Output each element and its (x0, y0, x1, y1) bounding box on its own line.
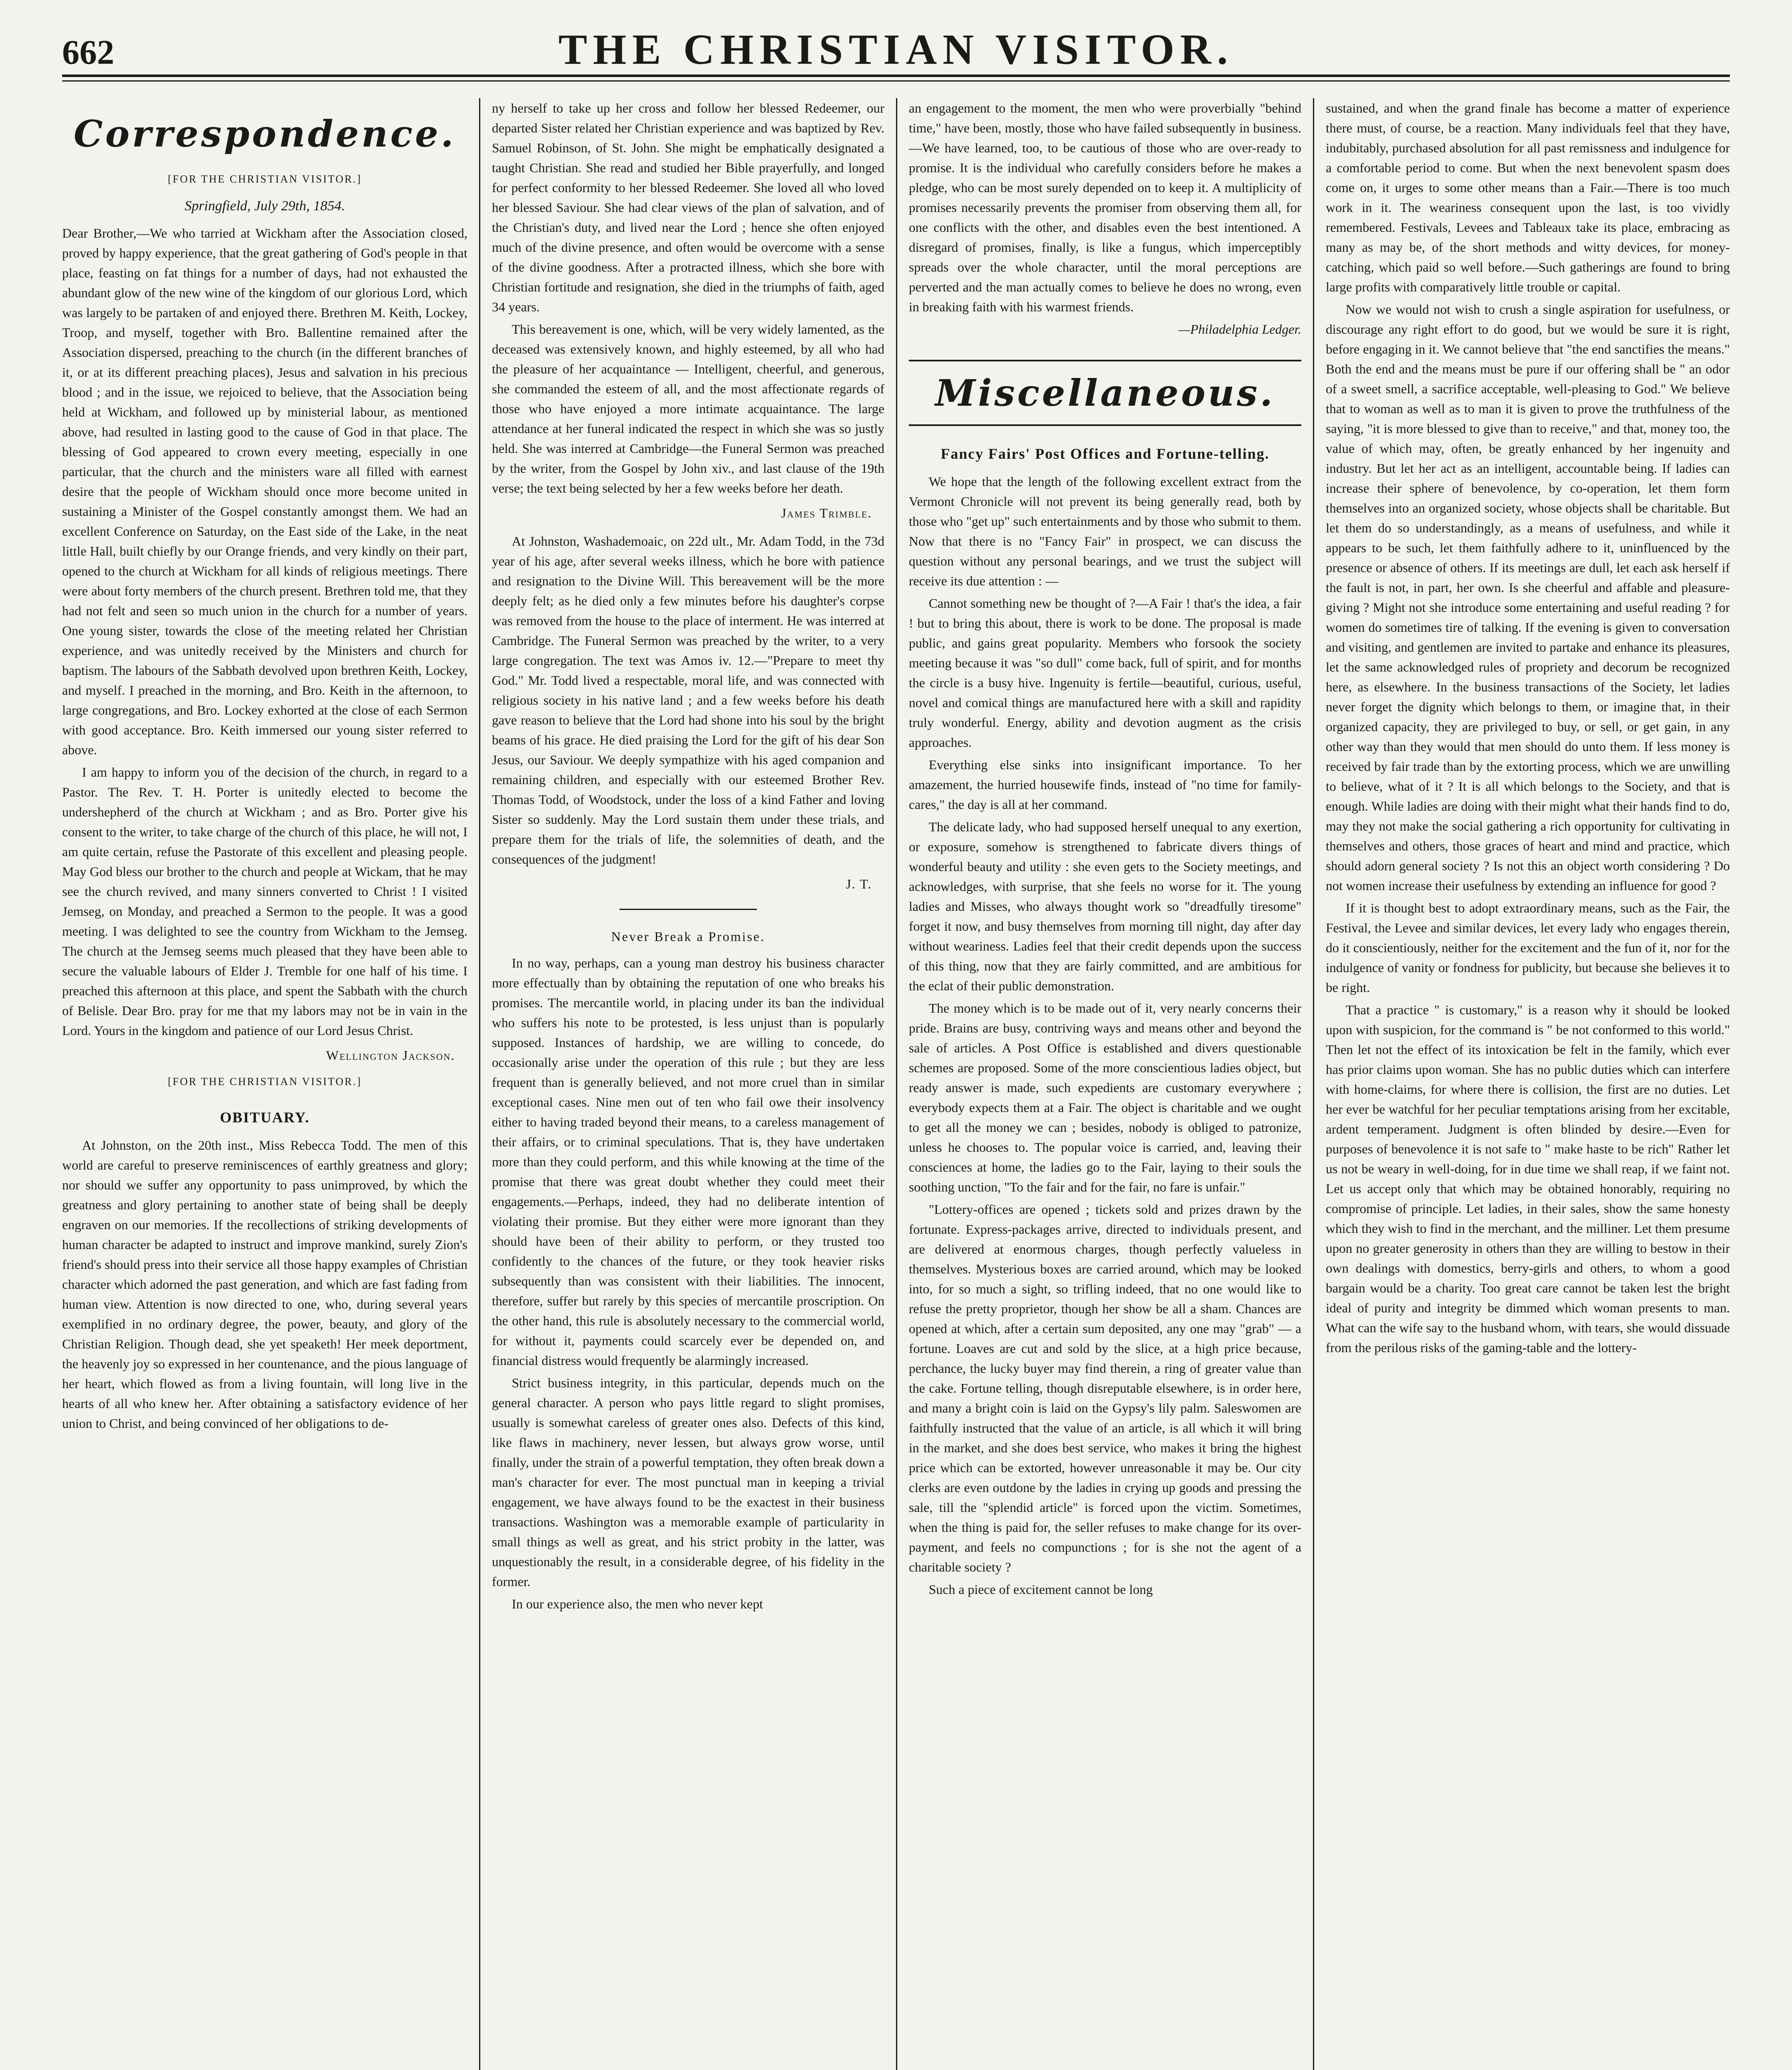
todd-notice: At Johnston, Washademoaic, on 22d ult., Mr. Adam Todd, in the 73d year of his age, after several weeks illness, which he bore with patience and resignation to the Divine Will. This bereavement will be the more deeply felt; as he died only a few minutes before his daughter's corpse was removed from the house to the place of interment. He was interred at Cambridge. The Funeral Sermon was preached by the writer, to a very large congregation. The text was Amos iv. 12.—"Prepare to meet thy God." Mr. Todd lived a respectable, moral life, and was connected with religious society in his native land ; and a few weeks before his death gave reason to believe that the Lord had shone into his soul by the bright beams of his grace. He died praising the Lord for the gift of his dear Son Jesus, our Saviour. We deeply sympathize with his aged companion and remaining children, and especially with our esteemed Brother Rev. Thomas Todd, of Woodstock, under the loss of a kind Father and loving Sister so suddenly. May the Lord sustain them under these trials, and prepare them for the trials of life, the solemnities of death, and the consequences of the judgment! (492, 534, 884, 867)
fairs-paragraph: Cannot something new be thought of ?—A Fair ! that's the idea, a fair ! but to bring this about, there is work to be done. The proposal is made public, and gains great popularity. Members who forsook the society meeting because it was "so dull" come back, full of spirit, and for months the circle is a busy hive. Ingenuity is fertile—beautiful, curious, useful, novel and comical things are manufactured here with a skill and rapidity truly wonderful. Energy, ability and devotion augment as the crisis approaches. (909, 596, 1301, 750)
columns (62, 98, 1730, 2070)
fairs-paragraph: Such a piece of excitement cannot be long (929, 1582, 1153, 1597)
page-number: 662 (62, 33, 114, 72)
promise-paragraph: In our experience also, the men who never kept (512, 1596, 763, 1611)
fairs-paragraph: "Lottery-offices are opened ; tickets sold and prizes drawn by the fortunate. Express-packages arrive, directed to individuals present, and are delivered at enormous charges, though perfectly valueless in themselves. Mysterious boxes are carried around, which may be looked into, for so much a sight, so trifling indeed, that no one would like to refuse the pretty proprietor, though her show be all a sham. Chances are opened at which, after a certain sum deposited, any one may "grab" — a fortune. Loaves are cut and sold by the slice, at a high price because, perchance, the lucky buyer may find therein, a ring of greater value than the cake. Fortune telling, though disreputable elsewhere, is in order here, and many a bright coin is laid on the Gypsy's lily palm. Saleswomen are faithfully instructed that the value of an article, is all which it will bring in the market, and she does best service, who makes it bring the highest price which can be extorted, however unreasonable it may be. Our city clerks are even outdone by the ladies in crying up goods and pressing the sale, till the "splendid article" is forced upon the victim. Sometimes, when the thing is paid for, the seller refuses to make change for its over-payment, and feels no compunctions ; for is she not the agent of a charitable society ? (909, 1202, 1301, 1574)
promise-title: Never Break a Promise. (611, 929, 765, 944)
dateline: Springfield, July 29th, 1854. (184, 198, 345, 214)
masthead-rule (62, 75, 1730, 82)
fairs-paragraph: Now we would not wish to crush a single aspiration for usefulness, or discourage any right effort to do good, but we would be sure it is right, before engaging in it. We cannot believe that "the end sanctifies the means." Both the end and the means must be pure if our offering shall be " an odor of a sweet smell, a sacrifice acceptable, well-pleasing to God." We believe that to woman as well as to man it is given to prove the truthfulness of the saying, "it is more blessed to give than to receive," and that, money too, the value of which may, often, be greatly enhanced by her ingenuity and industry. But let her act as an intelligent, accountable being. If ladies can increase their sphere of benevolence, by co-operation, let them form themselves into an organized society, whose objects shall be charitable. But let them do so understandingly, as a means of usefulness, and while it appears to be such, let them faithfully adhere to it, uninfluenced by the presence or absence of others. If its meetings are dull, let each ask herself if the fault is not, in part, her own. Is she cheerful and affable and pleasure-giving ? Might not she introduce some entertaining and useful reading ? for women do sometimes tire of talking. If the evening is given to conversation and visiting, and gentlemen are invited to partake and enhance its pleasures, let the same acknowledged rules of propriety and decorum be recognized here, as elsewhere. In the business transactions of the Society, let ladies never forget the dignity which belongs to them, or imagine that, in their organized capacity, they are privileged to buy, or sell, or get gain, in any other way than they would that men should do unto them. If less money is received by fair trade than by the extorting process, which we are unwilling to believe, what of it ? It is all which belongs to the Society, and that is enough. While ladies are doing with their might what their hands find to do, may they not make the social gathering a rich opportunity for cultivating in themselves and others, those graces of heart and mind and practice, which should adorn general society ? Is not this an object worth considering ? Do not women increase their usefulness by extending an influence for good ? (1326, 302, 1730, 893)
fairs-paragraph: If it is thought best to adopt extraordinary means, such as the Fair, the Festival, the Levee and similar devices, let every lady who engages therein, do it conscientiously, neither for the excitement and the fun of it, nor for the indulgence of vanity or fondness for publicity, but because she believes it to be right. (1326, 900, 1730, 995)
fairs-paragraph: The delicate lady, who had supposed herself unequal to any exertion, or exposure, somehow is strengthened to fabricate divers things of wonderful beauty and utility : she even gets to the Society meetings, and acknowledges, with surprise, that she feels no worse for it. The young ladies and Misses, who always thought work so "dreadfully tiresome" forget it now, and busy themselves from morning till night, day after day without weariness. Ladies feel that their credit depends upon the success of this thing, now that they are fairly committed, and are ambitious for the eclat of their public demonstration. (909, 819, 1301, 993)
letter-paragraph: I am happy to inform you of the decision of the church, in regard to a Pastor. The Rev. T. H. Porter is unitedly elected to become the undershepherd of the church at Wickham ; and as Bro. Porter give his consent to the writer, to take charge of the church of this place, he will not, I am quite certain, refuse the Pastorate of this excellent and pleasing people. May God bless our brother to the church and people at Wickam, that he may see the church revived, and many sinners converted to Christ ! I visited Jemseg, on Monday, and preached a Sermon to the people. It was a good meeting. I was delighted to see the country from Wickham to the Jemseg. The church at the Jemseg seems much pleased that they have been able to secure the valuable labours of Elder J. Tremble for one half of his time. I preached this afternoon at this place, and spent the Sabbath with the church of Belisle. Dear Bro. pray for me that my labors may not be in vain in the Lord. Yours in the kingdom and patience of our Lord Jesus Christ. (62, 765, 467, 1038)
correspondence-heading: Correspondence. (74, 112, 456, 155)
obituary-paragraph: This bereavement is one, which, will be very widely lamented, as the deceased was extensively known, and highly esteemed, by all who had the pleasure of her acquaintance — Intelligent, cheerful, and generous, she commanded the esteem of all, and the most affectionate regards of those who have enjoyed a more intimate acquaintance. The large attendance at her funeral indicated the respect in which she was so justly held. She was interred at Cambridge—the Funeral Sermon was preached by the writer, from the Gospel by John xiv., and last clause of the 19th verse; the text being selected by her a few weeks before her death. (492, 322, 884, 496)
source-tag: [FOR THE CHRISTIAN VISITOR.] (168, 1076, 362, 1088)
obituary-paragraph: ny herself to take up her cross and follow her blessed Redeemer, our departed Sister related her Christian experience and was baptized by Rev. Samuel Robinson, of St. John. She might be emphatically designated a taught Christian. She read and studied her Bible prayerfully, and longed for perfect conformity to her blessed Redeemer. She loved all who loved her blessed Saviour. She had clear views of the plan of salvation, and of the Christian's duty, and lived near the Lord ; hence she often enjoyed much of the divine presence, and often would be overcome with a sense of the divine goodness. After a protracted illness, which she bore with Christian fortitude and resignation, she died in the triumphs of faith, aged 34 years. (492, 101, 884, 314)
column-3 (896, 98, 1313, 2070)
promise-paragraph: an engagement to the moment, the men who were proverbially "behind time," have been, mostly, those who have failed subsequently in business.—We have learned, too, to be cautious of those who are over-ready to promise. It is the individual who carefully considers before he makes a pledge, who can be most surely depended on to keep it. A multiplicity of promises necessarily prevents the promiser from observing them all, for one conflicts with the other, and disables even the best intentioned. A disregard of promises, finally, is like a fungus, which imperceptibly spreads over the whole character, until the moral perceptions are perverted and the man actually comes to believe he does no wrong, even in breaking faith with his warmest friends. (909, 101, 1301, 314)
source-tag: [FOR THE CHRISTIAN VISITOR.] (168, 173, 362, 185)
fairs-paragraph: We hope that the length of the following excellent extract from the Vermont Chronicle will not prevent its being generally read, both by those who "get up" such entertainments and by those who submit to them. Now that there is no "Fancy Fair" in prospect, we can discuss the question without any personal bearings, and we trust the subject will receive its due attention : — (909, 474, 1301, 588)
divider (619, 909, 757, 910)
todd-signature: J. T. (845, 876, 872, 891)
obituary-title: OBITUARY. (220, 1109, 310, 1126)
newspaper-title: THE CHRISTIAN VISITOR. (558, 26, 1234, 73)
column-2 (479, 98, 896, 2070)
masthead (62, 25, 1730, 75)
letter-signature: Wellington Jackson. (326, 1048, 455, 1063)
fairs-title: Fancy Fairs' Post Offices and Fortune-telling. (941, 445, 1269, 462)
promise-paragraph: Strict business integrity, in this particular, depends much on the general character. A person who pays little regard to slight promises, usually is somewhat careless of greater ones also. Defects of this kind, like flaws in machinery, never lessen, but always grow worse, until finally, under the strain of a powerful temptation, they often break down a man's character for ever. The most punctual man in keeping a trivial engagement, we have always found to be the exactest in their business transactions. Washington was a memorable example of particularity in small things as well as great, and his strict probity in the latter, was unquestionably the result, in a considerable degree, of his fidelity in the former. (492, 1375, 884, 1589)
obituary-signature: James Trimble. (781, 505, 872, 520)
fairs-paragraph: Everything else sinks into insignificant importance. To her amazement, the hurried housewife finds, instead of "no time for family-cares," the day is all at her command. (909, 757, 1301, 812)
promise-paragraph: In no way, perhaps, can a young man destroy his business character more effectually than by obtaining the reputation of one who breaks his promises. The mercantile world, in placing under its ban the individual who suffers his note to be protested, is less unjust than is popularly supposed. Instances of hardship, we are willing to concede, do occasionally arise under the operation of this rule ; but they are less frequent than is generally believed, and not more cruel than in similar exceptional cases. Nine men out of ten who fail owe their insolvency either to having traded beyond their means, to a careless management of their affairs, or to criminal speculations. That is, they have undertaken more than they could perform, and this while knowing at the time of the promise that there was great doubt whether they could meet their engagements.—Perhaps, indeed, they had no deliberate intention of violating their promise. But they either were more ignorant than they should have been of their ability to perform, or they trusted too confidently to the chances of the future, or they took heavier risks subsequently than was consistent with their liabilities. The innocent, therefore, suffer but rarely by this species of mercantile proscription. On the other hand, this rule is absolutely necessary to the commercial world, for without it, payments could scarcely ever be depended on, and financial distress would frequently be alarmingly increased. (492, 956, 884, 1368)
column-4 (1313, 98, 1730, 2070)
letter-paragraph: Dear Brother,—We who tarried at Wickham after the Association closed, proved by happy experience, that the great gathering of God's people in that place, feasting on fat things for a number of days, had not exhausted the abundant glow of the new wine of the kingdom of our glorious Lord, which was largely to be partaken of and enjoyed there. Brethren M. Keith, Lockey, Troop, and myself, together with Bro. Ballentine remained after the Association dispersed, preaching to the church (in the different branches of it, or at its different preaching places), Jesus and salvation in his precious blood ; and in the issue, we rejoiced to believe, that the Association being held at Wickham, and followed up by ministerial labour, as mentioned above, had resulted in lasting good to the cause of God in that place. The blessing of God appeared to crown every meeting, especially in one particular, that the church and the ministers ware all filled with earnest desire that the people of Wickham should once more become united in sustaining a Minister of the Gospel constantly amongst them. We had an excellent Conference on Saturday, on the East side of the Lake, in the neat little Hall, built chiefly by our Orange friends, and very kindly on their part, opened to the church at Wickham for all kinds of religious meetings. There were about forty members of the church present. Brethren told me, that they had not felt and seen so much union in the church for a number of years. One young sister, towards the close of the meeting related her Christian experience, and was unitedly received by the Ministers and church for baptism. The labours of the Sabbath devolved upon brethren Keith, Lockey, and myself. I preached in the morning, and Bro. Keith in the afternoon, to large congregations, and Bro. Lockey exhorted at the close of each Sermon with good acceptance. Bro. Keith immersed our young sister referred to above. (62, 226, 467, 757)
miscellaneous-heading: Miscellaneous. (909, 360, 1301, 426)
promise-source: —Philadelphia Ledger. (1178, 322, 1301, 337)
obituary-paragraph: At Johnston, on the 20th inst., Miss Rebecca Todd. The men of this world are careful to preserve reminiscences of earthly greatness and glory; nor should we suffer any opportunity to pass unimproved, by which the greatness and glory pertaining to another state of being shall be deeply engraven on our memories. If the recollections of striking developments of human character be adapted to instruct and improve mankind, surely Zion's friend's should press into their service all those happy examples of Christian character which adorned the past generation, and which are fast fading from human view. Attention is now directed to one, who, during several years exemplified in no ordinary degree, the power, beauty, and glory of the Christian Religion. Though dead, she yet speaketh! Her meek deportment, the heavenly joy so expressed in her countenance, and the pious language of her heart, which flowed as from a living fountain, will long live in the hearts of all who knew her. After obtaining a satisfactory evidence of her union to Christ, and being convinced of her obligations to de- (62, 1138, 467, 1431)
fairs-paragraph: That a practice " is customary," is a reason why it should be looked upon with suspicion, for the command is " be not conformed to this world." Then let not the effect of its intoxication be felt in the family, which ever has prior claims upon woman. She has no public duties which can interfere with home-claims, for where there is collision, the first are no duties. Let her ever be watchful for her peculiar temptations arising from her excitable, ardent temperament. Judgment is often blinded by desire.—Even for purposes of benevolence it is not safe to " make haste to be rich" Rather let us not be weary in well-doing, for in due time we shall reap, if we faint not. Let us accept only that which may be obtained honorably, requiring no compromise of principle. Let ladies, in their sales, show the same honesty which they wish to find in the merchant, and the milliner. Let them presume upon no greater generosity in others than they are willing to bestow in their own dealings with domestics, berry-girls and others, to whom a good bargain would be a charity. Too great care cannot be taken lest the bright ideal of purity and integrity be dimmed which woman presents to man. What can the wife say to the husband whom, with tears, she would dissuade from the perilous risks of the gaming-table and the lottery- (1326, 1002, 1730, 1355)
column-1 (62, 98, 479, 2070)
fairs-paragraph: The money which is to be made out of it, very nearly concerns their pride. Brains are busy, contriving ways and means other and beyond the sale of articles. A Post Office is established and divers questionable schemes are proposed. Some of the more conscientious ladies object, but ready answer is made, such expedients are customary everywhere ; everybody expects them at a Fair. The object is charitable and we ought to get all the money we can ; besides, nobody is obliged to patronize, unless he chooses to. The popular voice is carried, and, leaving their consciences at home, the ladies go to the Fair, laying to their souls the soothing unction, "To the fair and for the fair, no fare is unfair." (909, 1001, 1301, 1194)
fairs-paragraph: sustained, and when the grand finale has become a matter of experience there must, of course, be a reaction. Many individuals feel that they have, indubitably, purchased absolution for all past remissness and indulgence for a comfortable period to come. But when the next benevolent spasm does come on, it urges to some other means than a Fair.—There is too much work in it. The weariness consequent upon the last, is too vividly remembered. Festivals, Levees and Tableaux take its place, embracing as many as may be, of the short methods and witty devices, for money-catching, which paid so well before.—Such gatherings are found to bring large profits with comparatively little trouble or capital. (1326, 101, 1730, 294)
